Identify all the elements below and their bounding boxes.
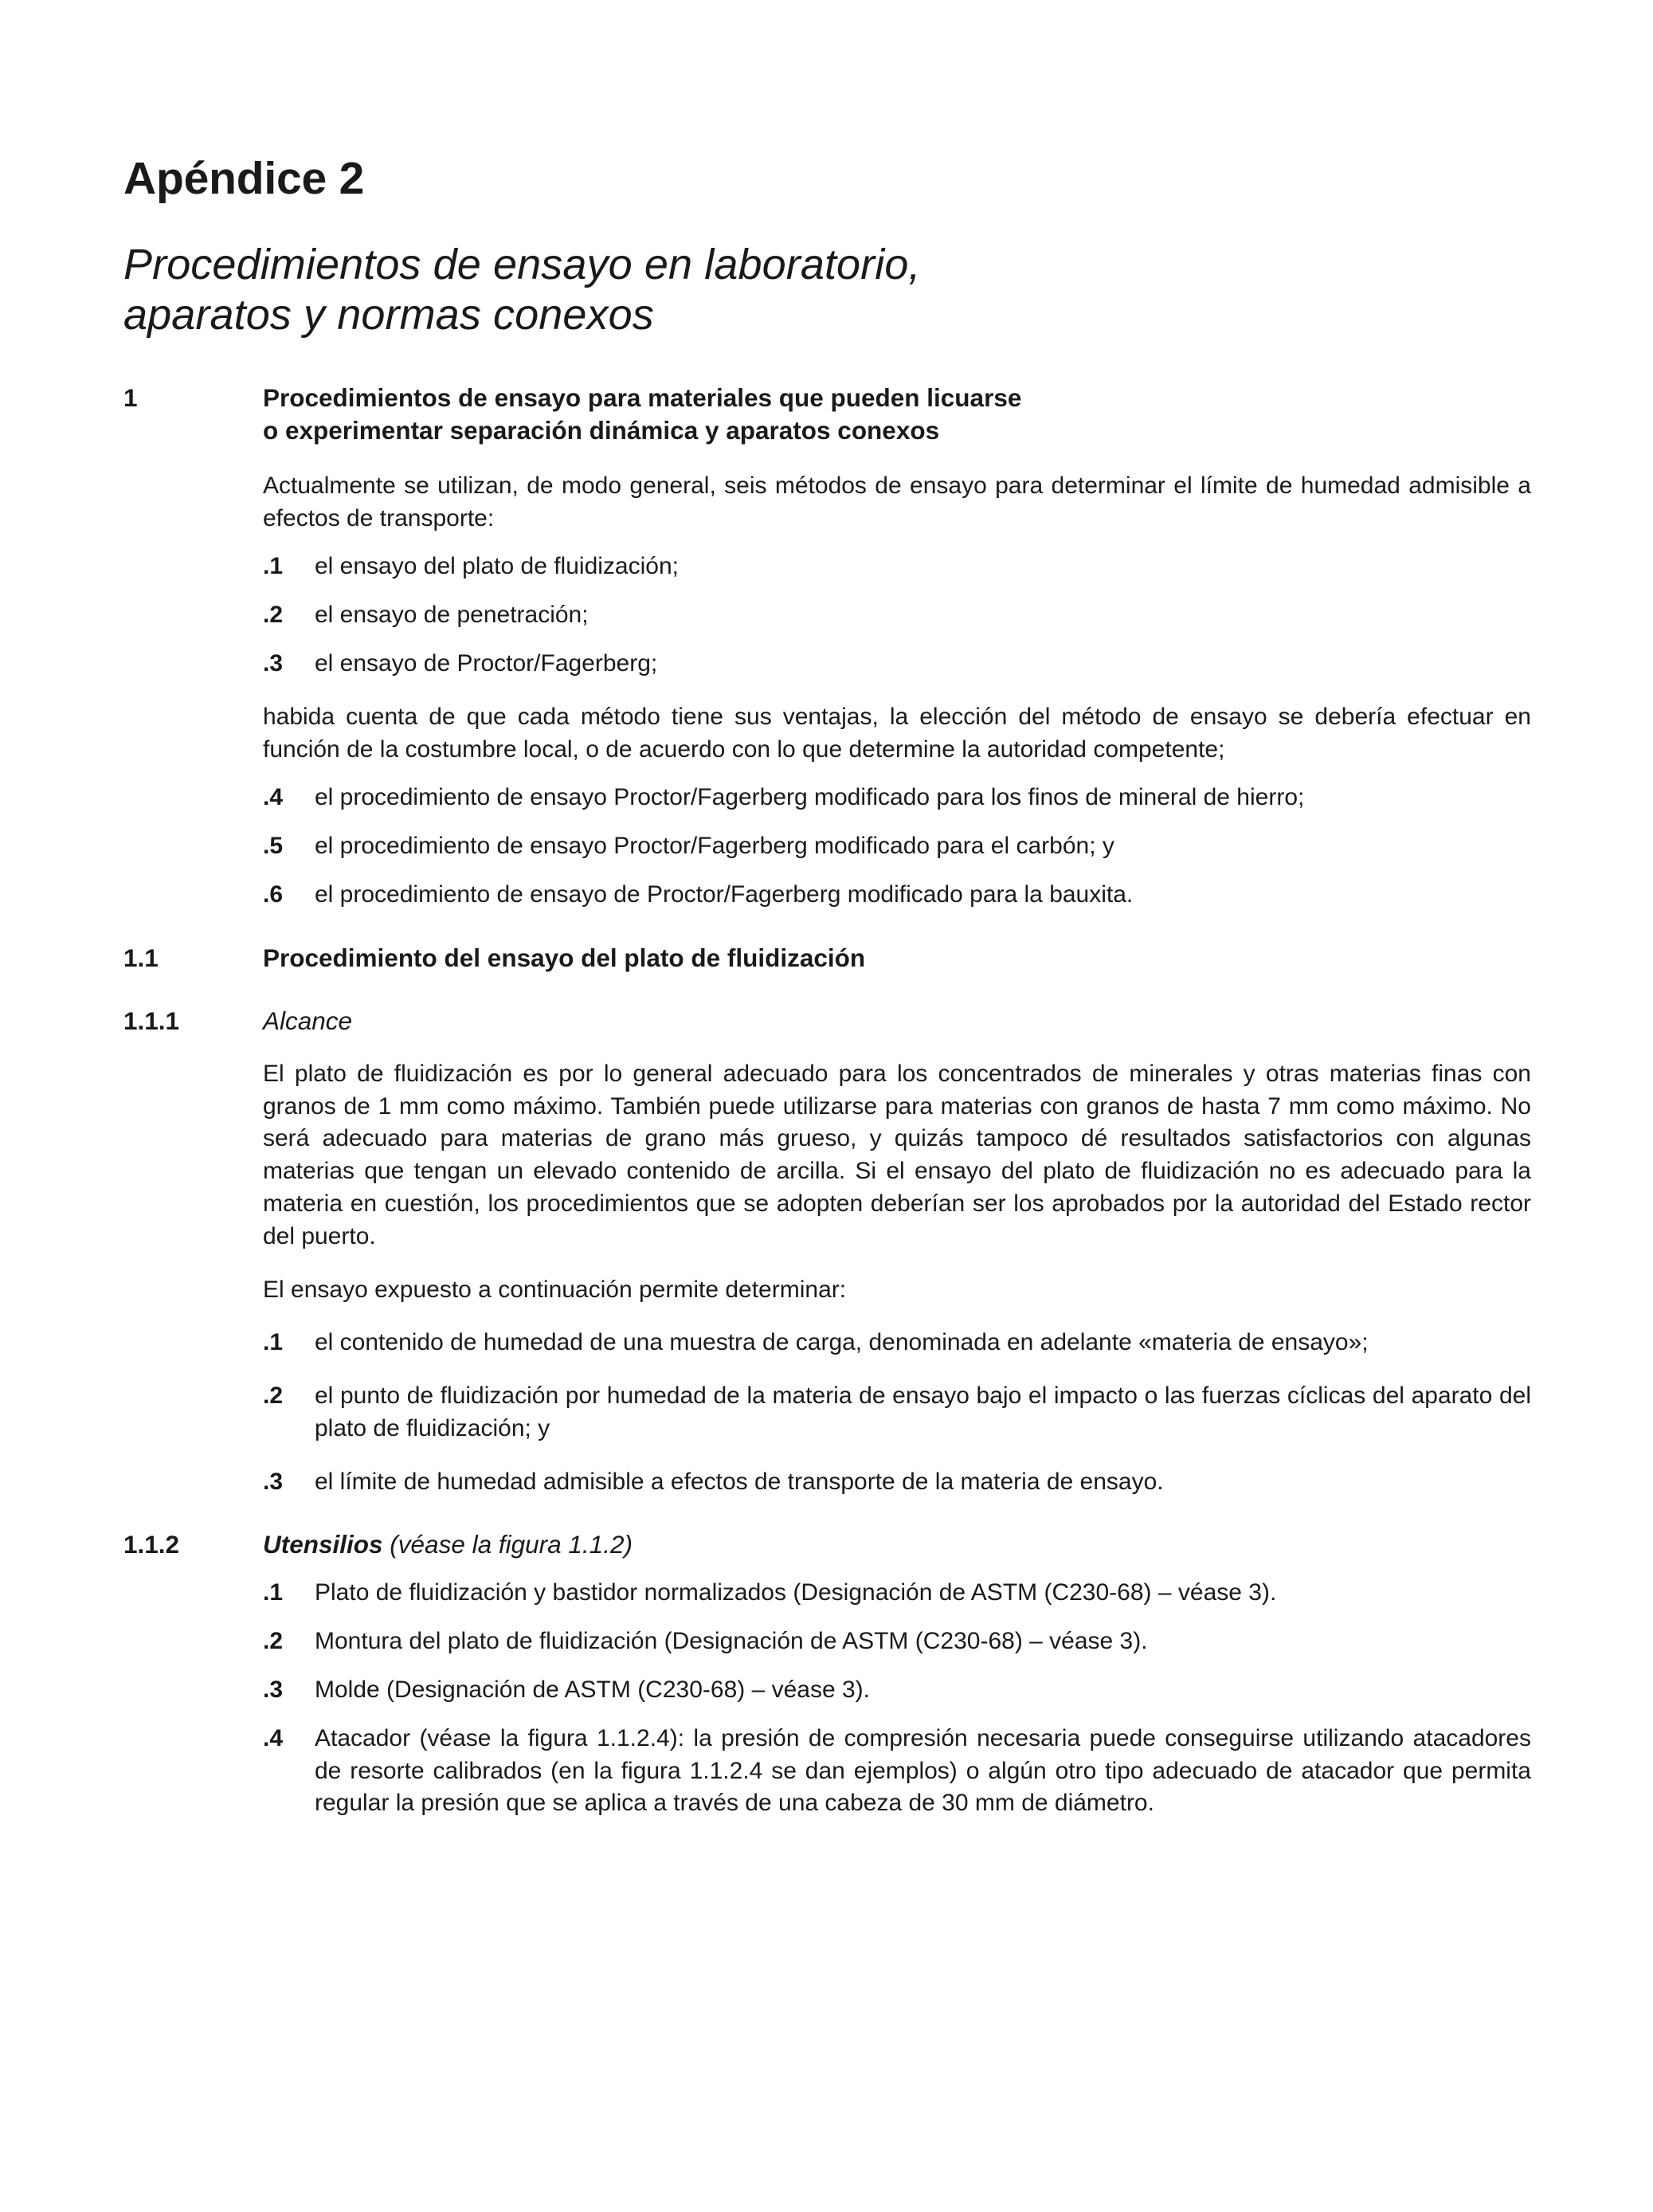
list-item xyxy=(263,1577,1531,1610)
section-1-1-1-paragraph-2: El ensayo expuesto a continuación permite determinar: xyxy=(263,1276,847,1303)
list-item-marker: .3 xyxy=(263,1468,284,1495)
list-item-marker: .1 xyxy=(263,1329,284,1356)
list-item-marker: .4 xyxy=(263,1724,284,1751)
section-heading-1-1-2 xyxy=(123,1528,1531,1561)
section-title-1-line-2: o experimentar separación dinámica y aparatos conexos xyxy=(263,415,940,445)
section-number-1-1-2: 1.1.2 xyxy=(123,1530,180,1559)
section-number-1: 1 xyxy=(123,383,138,413)
list-item xyxy=(263,879,1531,912)
section-title-1-1-2 xyxy=(263,1528,1530,1561)
section-title-1-1-2-note: (véase la figura 1.1.2) xyxy=(382,1530,633,1559)
list-item-marker: .5 xyxy=(263,833,284,860)
list-item-text: el contenido de humedad de una muestra de carga, denominada en adelante «materia de ensayo»; xyxy=(315,1329,1369,1356)
list-item-marker: .1 xyxy=(263,1579,284,1606)
list-item-text: el ensayo de Proctor/Fagerberg; xyxy=(315,650,658,677)
list-item-text: el ensayo de penetración; xyxy=(315,602,589,629)
list-item xyxy=(263,1674,1531,1707)
section-1-1-1-paragraph-1: El plato de fluidización es por lo general adecuado para los concentrados de minerales y otras materias finas con granos de 1 mm como máximo. También puede utilizarse para materias con granos de hasta 7 mm como máximo. No será adecuado para materias de grano más grueso, y quizás tampoco dé resultados satisfactorios con algunas materias que tengan un elevado contenido de arcilla. Si el ensayo del plato de fluidización no es adecuado para la materia en cuestión, los procedimientos que se adopten deberían ser los aprobados por la autoridad del Estado rector del puerto. xyxy=(263,1060,1531,1249)
list-item xyxy=(263,648,1531,680)
list-item-marker: .2 xyxy=(263,1628,284,1655)
section-heading-1 xyxy=(123,382,1531,446)
list-item-text: Atacador (véase la figura 1.1.2.4): la presión de compresión necesaria puede conseguirse utilizando atacadores de resorte calibrados (en la figura 1.1.2.4 se dan ejemplos) o algún otro tipo adecuado de atacador que permita regular la presión que se aplica a través de una cabeza de 30 mm de diámetro. xyxy=(315,1724,1531,1817)
list-item-marker: .1 xyxy=(263,553,284,580)
list-item-marker: .2 xyxy=(263,602,284,629)
list-item-marker: .3 xyxy=(263,1677,284,1704)
list-item-text: el procedimiento de ensayo Proctor/Fagerberg modificado para los finos de mineral de hierro; xyxy=(315,784,1305,811)
list-item xyxy=(263,551,1531,583)
list-item-text: Plato de fluidización y bastidor normalizados (Designación de ASTM (C230-68) – véase 3). xyxy=(315,1579,1277,1606)
list-item-text: el punto de fluidización por humedad de la materia de ensayo bajo el impacto o las fuerzas cíclicas del aparato del plato de fluidización; y xyxy=(315,1382,1531,1441)
list-item-text: Montura del plato de fluidización (Designación de ASTM (C230-68) – véase 3). xyxy=(315,1628,1148,1655)
list-item xyxy=(263,1327,1531,1359)
section-title-1-1-2-bold: Utensilios xyxy=(263,1530,383,1559)
list-item xyxy=(263,782,1531,814)
list-item-text: Molde (Designación de ASTM (C230-68) – véase 3). xyxy=(315,1677,871,1704)
page-subtitle-line-2: aparatos y normas conexos xyxy=(123,290,654,339)
page-content xyxy=(123,0,1531,1820)
section-title-1 xyxy=(263,382,1530,446)
list-item xyxy=(263,1626,1531,1658)
list-item-text: el procedimiento de ensayo Proctor/Fagerberg modificado para el carbón; y xyxy=(315,833,1114,860)
list-item xyxy=(263,1723,1531,1820)
section-1-intro-paragraph: Actualmente se utilizan, de modo general, seis métodos de ensayo para determinar el límite de humedad admisible a efectos de transporte: xyxy=(263,472,1531,531)
section-title-1-line-1: Procedimientos de ensayo para materiales que pueden licuarse xyxy=(263,383,1022,413)
page-subtitle-line-1: Procedimientos de ensayo en laboratorio, xyxy=(123,241,921,288)
section-number-1-1-1: 1.1.1 xyxy=(123,1006,180,1035)
list-item-marker: .2 xyxy=(263,1382,284,1410)
list-item-text: el ensayo del plato de fluidización; xyxy=(315,553,679,580)
list-item-marker: .6 xyxy=(263,881,284,908)
list-item xyxy=(263,1380,1531,1445)
list-item-marker: .3 xyxy=(263,650,284,677)
page-title: Apéndice 2 xyxy=(123,153,365,204)
list-item xyxy=(263,599,1531,632)
section-1-middle-paragraph: habida cuenta de que cada método tiene sus ventajas, la elección del método de ensayo se debería efectuar en función de la costumbre local, o de acuerdo con lo que determine la autoridad competente; xyxy=(263,703,1531,763)
section-heading-1-1-1 xyxy=(123,1005,1531,1037)
section-title-1-1-1: Alcance xyxy=(263,1006,353,1035)
list-item xyxy=(263,1466,1531,1499)
section-title-1-1: Procedimiento del ensayo del plato de fluidización xyxy=(263,943,866,972)
list-item-text: el procedimiento de ensayo de Proctor/Fagerberg modificado para la bauxita. xyxy=(315,881,1134,908)
page-subtitle xyxy=(123,202,1531,339)
section-number-1-1: 1.1 xyxy=(123,943,159,972)
list-item-text: el límite de humedad admisible a efectos de transporte de la materia de ensayo. xyxy=(315,1468,1164,1495)
list-item-marker: .4 xyxy=(263,784,284,811)
section-heading-1-1 xyxy=(123,942,1531,975)
list-item xyxy=(263,830,1531,863)
